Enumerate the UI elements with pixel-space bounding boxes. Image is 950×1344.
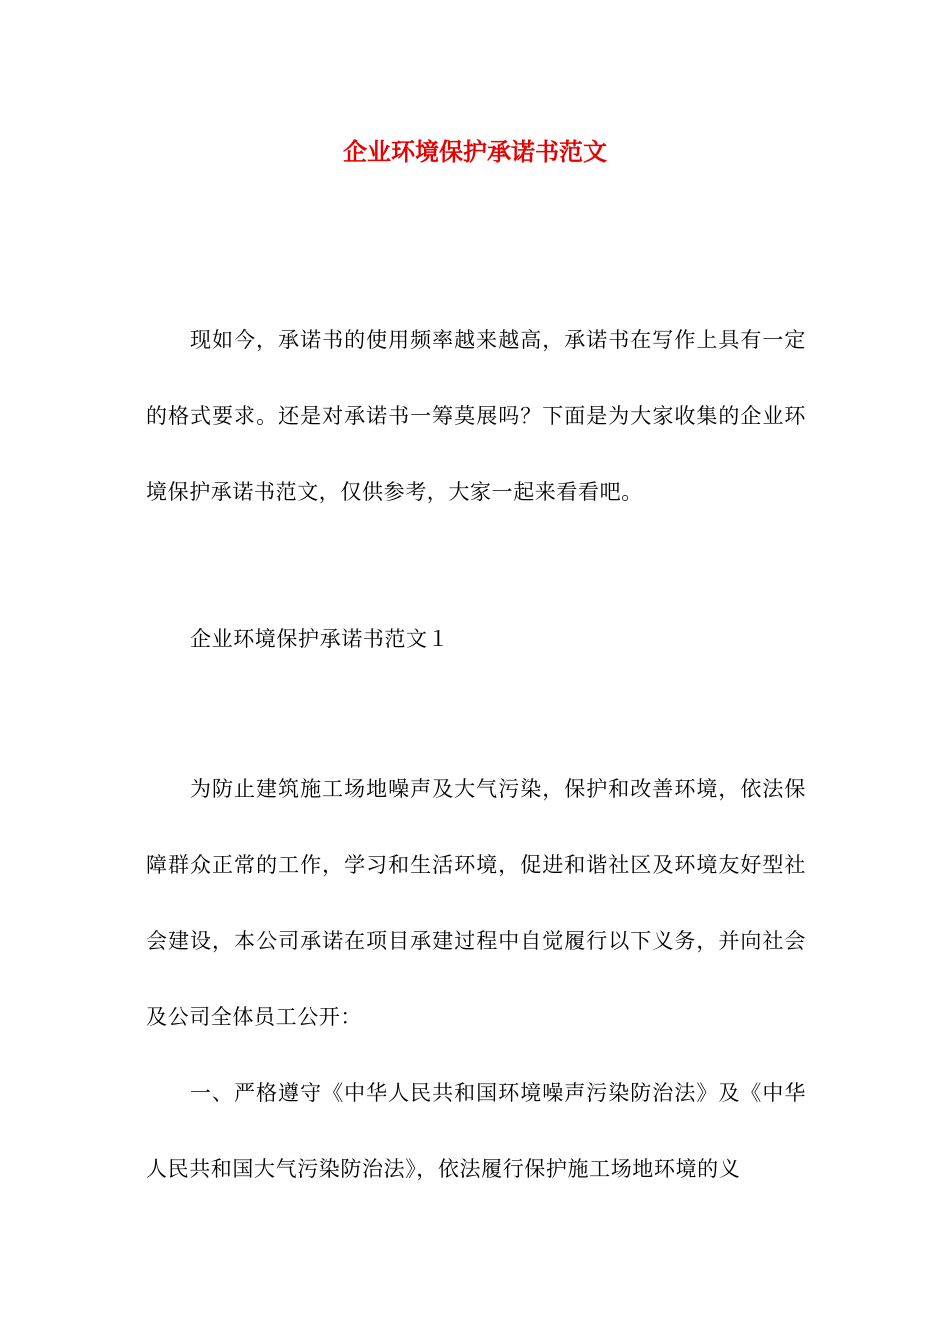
body-paragraph-2: 一、严格遵守《中华人民共和国环境噪声污染防治法》及《中华人民共和国大气污染防治法》，依法履行保护施工场地环境的义 (146, 1081, 806, 1181)
section-subheading: 企业环境保护承诺书范文１ (190, 627, 450, 651)
body-paragraph-1: 为防止建筑施工场地噪声及大气污染，保护和改善环境，依法保障群众正常的工作，学习和生活环境，促进和谐社区及环境友好型社会建设，本公司承诺在项目承建过程中自觉履行以下义务，并向社会及公司全体员工公开： (146, 777, 806, 1029)
intro-paragraph: 现如今，承诺书的使用频率越来越高，承诺书在写作上具有一定的格式要求。还是对承诺书一筹莫展吗？下面是为大家收集的企业环境保护承诺书范文，仅供参考，大家一起来看看吧。 (146, 328, 806, 504)
document-title: 企业环境保护承诺书范文 (343, 137, 607, 166)
